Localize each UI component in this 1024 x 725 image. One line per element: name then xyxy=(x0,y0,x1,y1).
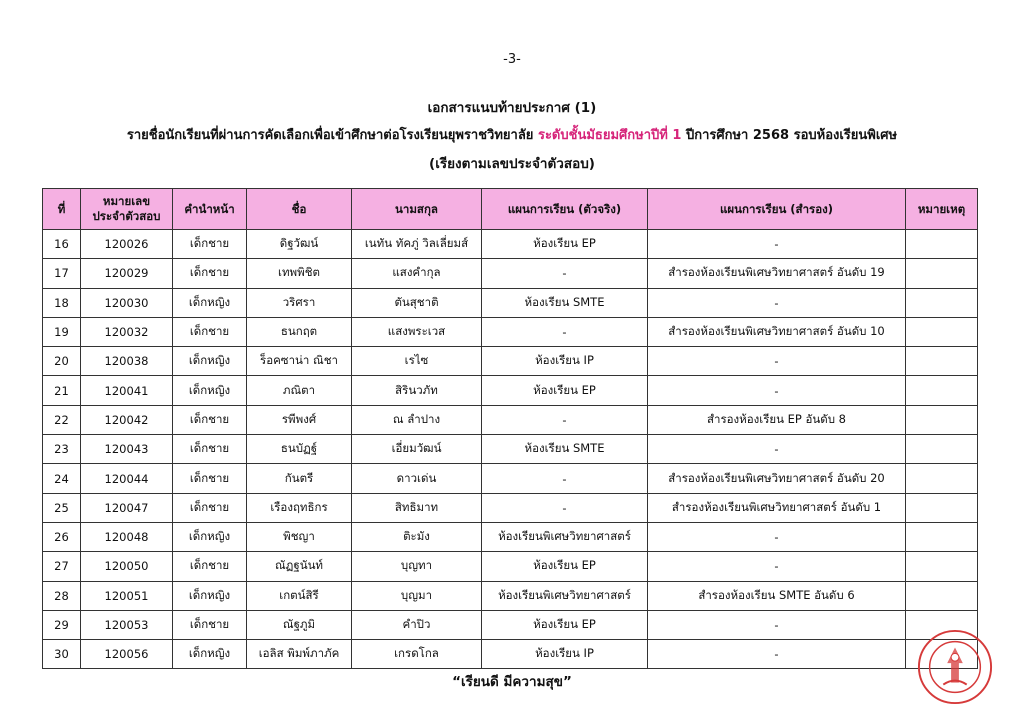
cell-remark xyxy=(906,347,978,376)
cell-remark xyxy=(906,464,978,493)
cell-program-actual: ห้องเรียน SMTE xyxy=(482,435,648,464)
cell-prefix: เด็กหญิง xyxy=(173,581,247,610)
cell-last-name: ติะมัง xyxy=(352,522,482,551)
cell-program-actual: ห้องเรียน EP xyxy=(482,552,648,581)
subtitle-level-highlight: ระดับชั้นมัธยมศึกษาปีที่ 1 xyxy=(537,128,682,143)
cell-program-reserve: สำรองห้องเรียนพิเศษวิทยาศาสตร์ อันดับ 10 xyxy=(648,317,906,346)
cell-remark xyxy=(906,581,978,610)
school-seal-icon xyxy=(916,628,994,706)
cell-exam-id: 120026 xyxy=(81,230,173,259)
cell-prefix: เด็กชาย xyxy=(173,405,247,434)
cell-program-actual: ห้องเรียน EP xyxy=(482,376,648,405)
cell-no: 23 xyxy=(43,435,81,464)
cell-first-name: ภณิตา xyxy=(247,376,352,405)
cell-program-actual: - xyxy=(482,405,648,434)
cell-program-reserve: สำรองห้องเรียนพิเศษวิทยาศาสตร์ อันดับ 19 xyxy=(648,259,906,288)
cell-first-name: เกตน์สิรี xyxy=(247,581,352,610)
cell-exam-id: 120029 xyxy=(81,259,173,288)
cell-first-name: เรืองฤทธิกร xyxy=(247,493,352,522)
cell-prefix: เด็กชาย xyxy=(173,317,247,346)
cell-program-reserve: - xyxy=(648,522,906,551)
cell-first-name: ดิฐวัฒน์ xyxy=(247,230,352,259)
cell-no: 30 xyxy=(43,640,81,669)
cell-exam-id: 120030 xyxy=(81,288,173,317)
cell-last-name: สิรินวภัท xyxy=(352,376,482,405)
cell-prefix: เด็กชาย xyxy=(173,493,247,522)
cell-no: 27 xyxy=(43,552,81,581)
cell-exam-id: 120047 xyxy=(81,493,173,522)
table-row xyxy=(43,317,978,346)
cell-exam-id: 120042 xyxy=(81,405,173,434)
cell-last-name: คำปิว xyxy=(352,610,482,639)
table-header-row xyxy=(43,189,978,230)
cell-program-reserve: - xyxy=(648,347,906,376)
cell-program-reserve: สำรองห้องเรียน EP อันดับ 8 xyxy=(648,405,906,434)
cell-remark xyxy=(906,259,978,288)
sort-note: (เรียงตามเลขประจำตัวสอบ) xyxy=(429,156,595,172)
cell-no: 22 xyxy=(43,405,81,434)
cell-first-name: ณัฏฐนันท์ xyxy=(247,552,352,581)
cell-remark xyxy=(906,376,978,405)
cell-program-reserve: - xyxy=(648,610,906,639)
table-row xyxy=(43,288,978,317)
document-subtitle xyxy=(0,124,1024,145)
cell-no: 19 xyxy=(43,317,81,346)
cell-program-actual: - xyxy=(482,317,648,346)
header-program-reserve: แผนการเรียน (สำรอง) xyxy=(648,189,906,230)
cell-last-name: สิทธิมาท xyxy=(352,493,482,522)
cell-remark xyxy=(906,552,978,581)
cell-prefix: เด็กชาย xyxy=(173,435,247,464)
cell-no: 18 xyxy=(43,288,81,317)
document-title: เอกสารแนบท้ายประกาศ (1) xyxy=(427,100,597,116)
cell-last-name: บุญมา xyxy=(352,581,482,610)
cell-remark xyxy=(906,317,978,346)
cell-no: 26 xyxy=(43,522,81,551)
table-row xyxy=(43,347,978,376)
results-table xyxy=(42,188,978,669)
cell-first-name: กันตรี xyxy=(247,464,352,493)
cell-no: 17 xyxy=(43,259,81,288)
cell-program-reserve: - xyxy=(648,230,906,259)
table-row xyxy=(43,640,978,669)
cell-remark xyxy=(906,288,978,317)
cell-first-name: ธนกฤต xyxy=(247,317,352,346)
cell-program-reserve: สำรองห้องเรียน SMTE อันดับ 6 xyxy=(648,581,906,610)
cell-remark xyxy=(906,230,978,259)
cell-exam-id: 120041 xyxy=(81,376,173,405)
cell-program-actual: ห้องเรียนพิเศษวิทยาศาสตร์ xyxy=(482,522,648,551)
cell-last-name: ณ ลำปาง xyxy=(352,405,482,434)
table-row xyxy=(43,230,978,259)
cell-program-actual: - xyxy=(482,464,648,493)
header-no: ที่ xyxy=(43,189,81,230)
table-row xyxy=(43,435,978,464)
cell-prefix: เด็กชาย xyxy=(173,464,247,493)
cell-first-name: เอลิส พิมพ์ภาภัค xyxy=(247,640,352,669)
cell-last-name: เรไซ xyxy=(352,347,482,376)
cell-exam-id: 120050 xyxy=(81,552,173,581)
cell-last-name: เอี่ยมวัฒน์ xyxy=(352,435,482,464)
table-row xyxy=(43,610,978,639)
cell-program-reserve: - xyxy=(648,435,906,464)
cell-no: 29 xyxy=(43,610,81,639)
cell-program-reserve: - xyxy=(648,288,906,317)
cell-program-reserve: - xyxy=(648,640,906,669)
cell-program-reserve: สำรองห้องเรียนพิเศษวิทยาศาสตร์ อันดับ 20 xyxy=(648,464,906,493)
header-first-name: ชื่อ xyxy=(247,189,352,230)
header-program-actual: แผนการเรียน (ตัวจริง) xyxy=(482,189,648,230)
cell-program-actual: ห้องเรียน SMTE xyxy=(482,288,648,317)
cell-prefix: เด็กหญิง xyxy=(173,376,247,405)
table-row xyxy=(43,581,978,610)
cell-exam-id: 120043 xyxy=(81,435,173,464)
cell-no: 16 xyxy=(43,230,81,259)
header-last-name: นามสกุล xyxy=(352,189,482,230)
cell-no: 28 xyxy=(43,581,81,610)
cell-program-reserve: สำรองห้องเรียนพิเศษวิทยาศาสตร์ อันดับ 1 xyxy=(648,493,906,522)
cell-exam-id: 120053 xyxy=(81,610,173,639)
cell-no: 21 xyxy=(43,376,81,405)
school-motto: “เรียนดี มีความสุข” xyxy=(452,674,572,690)
header-prefix: คำนำหน้า xyxy=(173,189,247,230)
cell-remark xyxy=(906,493,978,522)
cell-last-name: เกรดโกล xyxy=(352,640,482,669)
subtitle-part-b: ปีการศึกษา 2568 รอบห้องเรียนพิเศษ xyxy=(685,128,898,143)
cell-program-actual: ห้องเรียน EP xyxy=(482,610,648,639)
page-number: -3- xyxy=(503,52,521,67)
header-exam-id-line1: หมายเลข xyxy=(102,194,151,208)
table-row xyxy=(43,464,978,493)
cell-no: 25 xyxy=(43,493,81,522)
cell-exam-id: 120051 xyxy=(81,581,173,610)
cell-first-name: รพีพงศ์ xyxy=(247,405,352,434)
cell-last-name: เนทัน ทัคภู่ วิลเลี่ยมส์ xyxy=(352,230,482,259)
header-exam-id xyxy=(81,189,173,230)
cell-program-actual: ห้องเรียน IP xyxy=(482,347,648,376)
table-row xyxy=(43,405,978,434)
cell-first-name: วริศรา xyxy=(247,288,352,317)
cell-program-actual: - xyxy=(482,493,648,522)
cell-prefix: เด็กชาย xyxy=(173,259,247,288)
cell-no: 24 xyxy=(43,464,81,493)
cell-prefix: เด็กหญิง xyxy=(173,347,247,376)
header-remark: หมายเหตุ xyxy=(906,189,978,230)
cell-first-name: ณัฐภูมิ xyxy=(247,610,352,639)
cell-exam-id: 120048 xyxy=(81,522,173,551)
cell-first-name: ธนบัฏฐ์ xyxy=(247,435,352,464)
cell-exam-id: 120044 xyxy=(81,464,173,493)
cell-exam-id: 120038 xyxy=(81,347,173,376)
cell-program-actual: ห้องเรียน IP xyxy=(482,640,648,669)
cell-first-name: เทพพิชิต xyxy=(247,259,352,288)
cell-last-name: แสงพระเวส xyxy=(352,317,482,346)
cell-prefix: เด็กหญิง xyxy=(173,640,247,669)
cell-last-name: บุญทา xyxy=(352,552,482,581)
cell-program-actual: ห้องเรียน EP xyxy=(482,230,648,259)
header-exam-id-line2: ประจำตัวสอบ xyxy=(92,209,161,223)
subtitle-part-a: รายชื่อนักเรียนที่ผ่านการคัดเลือกเพื่อเข้าศึกษาต่อโรงเรียนยุพราชวิทยาลัย xyxy=(126,128,534,143)
cell-last-name: ตันสุชาติ xyxy=(352,288,482,317)
cell-prefix: เด็กหญิง xyxy=(173,522,247,551)
table-row xyxy=(43,552,978,581)
cell-program-reserve: - xyxy=(648,376,906,405)
cell-remark xyxy=(906,405,978,434)
cell-prefix: เด็กชาย xyxy=(173,610,247,639)
cell-remark xyxy=(906,435,978,464)
table-row xyxy=(43,493,978,522)
table-row xyxy=(43,259,978,288)
cell-program-reserve: - xyxy=(648,552,906,581)
cell-program-actual: ห้องเรียนพิเศษวิทยาศาสตร์ xyxy=(482,581,648,610)
cell-remark xyxy=(906,522,978,551)
cell-exam-id: 120032 xyxy=(81,317,173,346)
cell-last-name: ดาวเด่น xyxy=(352,464,482,493)
cell-prefix: เด็กชาย xyxy=(173,552,247,581)
table-row xyxy=(43,376,978,405)
cell-exam-id: 120056 xyxy=(81,640,173,669)
cell-program-actual: - xyxy=(482,259,648,288)
cell-no: 20 xyxy=(43,347,81,376)
cell-prefix: เด็กชาย xyxy=(173,230,247,259)
cell-last-name: แสงคำกุล xyxy=(352,259,482,288)
cell-prefix: เด็กหญิง xyxy=(173,288,247,317)
cell-first-name: ร็อคซาน่า ณิชา xyxy=(247,347,352,376)
cell-first-name: พิชญา xyxy=(247,522,352,551)
table-row xyxy=(43,522,978,551)
